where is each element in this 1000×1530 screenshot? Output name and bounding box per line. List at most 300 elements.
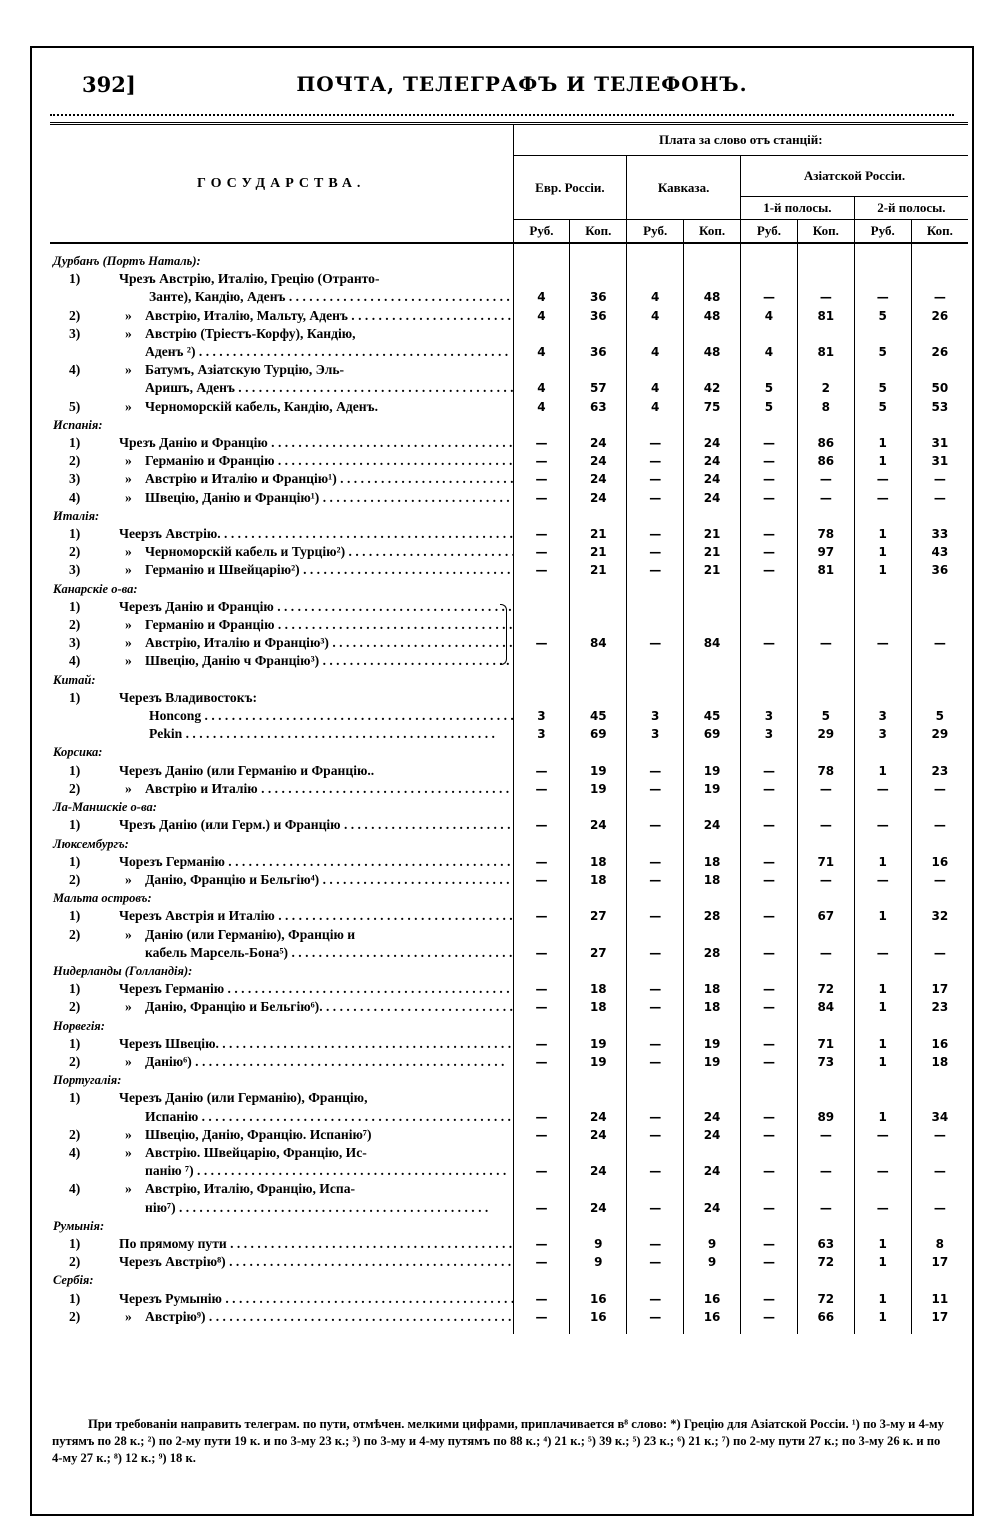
route-number: 1) [69,817,81,833]
rate-cell: 29 [797,725,854,743]
route-number: 3) [69,325,81,341]
rate-cell: — [627,1108,684,1126]
rate-cell: 1 [854,1108,911,1126]
route-number: 4) [69,362,81,378]
rate-cell: — [741,1108,798,1126]
rate-cell [797,689,854,707]
route-row [50,907,968,925]
route-number: 2) [69,926,81,942]
route-text [119,525,513,543]
country-name: Румынія: [53,1218,105,1233]
rate-cell: — [797,944,854,962]
rate-cell [627,270,684,288]
route-number: 4) [69,1144,81,1160]
route-row [50,853,968,871]
rate-cell [684,361,741,379]
rate-cell: — [911,1162,968,1180]
route-row [50,489,968,507]
rate-cell: 17 [911,1308,968,1326]
route-text [119,288,513,306]
rate-cell: — [854,288,911,306]
rate-cell [684,598,741,616]
country-name: Нидерланды (Голландія): [53,963,193,978]
route-label: кабель Марсель-Бона⁵) [145,944,289,960]
rate-cell: — [627,543,684,561]
rate-cell: 1 [854,853,911,871]
route-text [119,1180,513,1198]
rate-cell [797,652,854,670]
rate-cell: — [627,816,684,834]
route-row [50,1035,968,1053]
rate-cell: — [741,452,798,470]
rate-cell: 18 [570,871,627,889]
rate-cell: — [627,1290,684,1308]
route-label: Австрію, Италію, Мальту, Аденъ [145,307,348,323]
rate-cell [627,325,684,343]
route-label: Данію, Францію и Бельгію⁶). [145,999,323,1015]
rate-cell: 57 [570,379,627,397]
route-label: Черезъ Данію (или Германію), Францію, [119,1090,368,1106]
rate-cell [741,926,798,944]
rate-cell: 4 [627,379,684,397]
rate-cell: — [797,1199,854,1217]
rate-cell: 3 [741,707,798,725]
rate-cell: 1 [854,907,911,925]
rate-cell: 4 [513,307,570,325]
route-text [119,871,513,889]
rate-cell [854,652,911,670]
rate-cell: — [513,980,570,998]
route-label: Австрію. Швейцарію, Францію, Ис- [145,1144,367,1160]
rate-cell: 1 [854,762,911,780]
route-number: 3) [69,635,81,651]
country-row [50,1271,968,1289]
rate-cell: — [741,1253,798,1271]
rate-cell: — [854,944,911,962]
country-row [50,252,968,270]
route-label: Данію (или Германію), Францію и [145,926,356,942]
route-row [50,1235,968,1253]
rate-cell: 24 [684,1199,741,1217]
rate-cell: 72 [797,1290,854,1308]
route-number [53,725,119,743]
rate-cell: 16 [570,1308,627,1326]
route-row [50,652,968,670]
route-row [50,998,968,1016]
rate-cell: 1 [854,1053,911,1071]
rate-cell: 19 [570,762,627,780]
rate-cell: 5 [911,707,968,725]
rate-cell: — [627,907,684,925]
rate-cell [627,652,684,670]
rate-cell: 1 [854,980,911,998]
route-row [50,1108,968,1126]
rate-cell [741,598,798,616]
rate-cell: 18 [684,980,741,998]
rate-cell [911,652,968,670]
rate-cell: — [513,944,570,962]
rate-cell: — [513,762,570,780]
rate-cell: 4 [627,398,684,416]
route-number: 1) [69,689,81,705]
rate-cell: 1 [854,998,911,1016]
rate-cell: 48 [684,343,741,361]
rate-cell [797,1144,854,1162]
rate-cell [513,1180,570,1198]
rate-cell: — [854,780,911,798]
rate-cell: 27 [570,907,627,925]
rate-cell: — [513,452,570,470]
route-number: 2) [69,999,81,1015]
rate-cell: — [797,288,854,306]
rate-cell: — [513,1035,570,1053]
rate-cell [911,689,968,707]
route-number: 1) [69,271,81,287]
route-label: Черноморскій кабель, Кандію, Аденъ. [145,398,378,414]
rate-cell: 4 [741,343,798,361]
rate-cell: 9 [570,1235,627,1253]
brace-mark [500,652,507,664]
rate-cell: — [911,780,968,798]
rate-cell: 24 [684,1126,741,1144]
rate-cell [627,1089,684,1107]
route-label: Черезъ Румынію [119,1290,222,1306]
page-title: ПОЧТА, ТЕЛЕГРАФЪ И ТЕЛЕФОНЪ. [296,72,748,96]
asian-russia-header: Азіатской Россіи. [741,156,969,197]
rate-cell: — [854,634,911,652]
route-text [119,1126,513,1144]
route-label: Черезъ Данію (или Германію и Францію.. [119,762,375,778]
rate-cell: 3 [854,725,911,743]
rate-cell: — [741,1308,798,1326]
rate-cell: 27 [570,944,627,962]
rate-cell: 16 [911,1035,968,1053]
brace-mark [500,634,507,652]
route-label: Австрію, Италію, Францію, Испа- [145,1181,356,1197]
route-row [50,944,968,962]
header-divider [50,106,954,116]
rate-cell: 26 [911,307,968,325]
route-label: Швецію, Данію и Францію¹) [145,489,320,505]
rate-cell: — [513,434,570,452]
route-row [50,307,968,325]
rate-cell [797,1180,854,1198]
rate-cell [911,361,968,379]
rate-cell: 66 [797,1308,854,1326]
rate-cell [854,926,911,944]
rate-cell [570,926,627,944]
rate-cell: 19 [570,1035,627,1053]
kop-header: Коп. [911,220,968,244]
route-text [119,561,513,579]
rate-cell [627,689,684,707]
route-row [50,452,968,470]
rate-cell [513,1144,570,1162]
route-row [50,598,968,616]
rate-cell: 63 [797,1235,854,1253]
rate-cell: 21 [570,543,627,561]
route-row [50,871,968,889]
rate-cell: — [741,1290,798,1308]
route-text [119,998,513,1016]
zone2-header: 2-й полосы. [854,197,968,220]
route-row [50,470,968,488]
rate-cell: 81 [797,307,854,325]
rate-cell: 45 [684,707,741,725]
route-text [119,379,513,397]
rate-cell: — [513,853,570,871]
rate-cell [627,926,684,944]
rate-cell: 72 [797,1253,854,1271]
rate-cell: — [513,1053,570,1071]
country-row [50,580,968,598]
route-number: 1) [69,908,81,924]
route-row [50,434,968,452]
rate-cell [627,598,684,616]
route-number: 4) [69,653,81,669]
route-row [50,1144,968,1162]
rate-cell: 71 [797,853,854,871]
rate-cell: — [741,434,798,452]
rate-cell: 16 [684,1290,741,1308]
rate-cell: — [911,489,968,507]
route-label: Данію, Францію и Бельгію⁴) [145,871,320,887]
route-number: 1) [69,526,81,542]
rate-cell [797,361,854,379]
rate-cell [570,1180,627,1198]
route-label: По прямому пути [119,1235,227,1251]
route-label: Германію и Швейцарію²) [145,562,300,578]
rate-cell: 18 [570,980,627,998]
rate-cell: 3 [741,725,798,743]
route-label: Австрію и Италію [145,780,258,796]
route-row [50,1180,968,1198]
rate-cell [684,1180,741,1198]
rate-cell: 21 [684,543,741,561]
rate-cell [911,1144,968,1162]
rate-cell: 24 [570,1126,627,1144]
route-text [119,926,513,944]
rate-cell: 5 [797,707,854,725]
rate-cell: 31 [911,434,968,452]
rate-cell: 24 [684,470,741,488]
rate-cell: 9 [684,1235,741,1253]
route-row [50,980,968,998]
kop-header: Коп. [570,220,627,244]
country-name: Италія: [53,508,100,523]
spacer-row [50,1326,968,1334]
rate-cell [797,926,854,944]
rate-cell [854,689,911,707]
country-row [50,798,968,816]
route-text [119,489,513,507]
rate-cell: — [627,452,684,470]
rate-cell [797,598,854,616]
rate-cell: — [797,871,854,889]
rate-cell: — [854,816,911,834]
route-text [119,707,513,725]
country-row [50,743,968,761]
route-row [50,343,968,361]
rate-cell: 16 [911,853,968,871]
rate-cell: 5 [854,379,911,397]
country-name: Корсика: [53,745,103,760]
rate-cell: — [513,525,570,543]
telegraph-rates-table [50,122,968,1334]
route-label: Чрезъ Данію (или Герм.) и Францію [119,817,341,833]
route-row [50,288,968,306]
route-label: Швецію, Данію, Францію. Испанію⁷) [145,1126,372,1142]
rate-cell: — [797,634,854,652]
rate-cell: — [627,1308,684,1326]
fee-per-word-header: Плата за слово отъ станцій: [513,124,968,156]
country-row [50,416,968,434]
route-row [50,634,968,652]
route-text [119,1290,513,1308]
rate-cell: — [797,470,854,488]
rate-cell: 53 [911,398,968,416]
rate-cell: 21 [570,525,627,543]
route-row [50,926,968,944]
rate-cell: — [513,907,570,925]
rate-cell [911,1089,968,1107]
rate-cell: 1 [854,525,911,543]
rate-cell: — [741,634,798,652]
rate-cell: 89 [797,1108,854,1126]
rate-cell: — [911,944,968,962]
country-name: Испанія: [53,417,103,432]
rate-cell: — [741,1126,798,1144]
route-text [119,343,513,361]
route-text [119,816,513,834]
rate-cell: — [513,470,570,488]
route-row [50,725,968,743]
route-text [119,543,513,561]
route-number: 1) [69,853,81,869]
rate-cell [741,1144,798,1162]
rate-cell: 18 [684,871,741,889]
country-row [50,507,968,525]
route-label: Черезъ Швецію. [119,1035,219,1051]
route-label: Черезъ Владивостокъ: [119,689,258,705]
route-text [119,634,513,652]
route-text [119,1253,513,1271]
route-label: Австрію, Италію и Францію³) [145,635,329,651]
route-text [119,725,513,743]
rate-cell: — [741,1199,798,1217]
rate-cell: — [513,1108,570,1126]
rate-cell: — [854,489,911,507]
rate-cell: 24 [570,470,627,488]
rate-cell: 21 [570,561,627,579]
rate-cell: — [911,634,968,652]
rate-cell: — [513,1290,570,1308]
route-text [119,652,513,670]
rate-cell: 3 [627,725,684,743]
route-row [50,543,968,561]
route-text [119,689,513,707]
route-number: 1) [69,435,81,451]
rate-cell: 24 [570,489,627,507]
country-row [50,889,968,907]
route-number: 3) [69,562,81,578]
route-row [50,1126,968,1144]
rate-cell: 72 [797,980,854,998]
rate-cell: — [627,470,684,488]
route-label: Австрію (Тріестъ-Корфу), Кандію, [145,325,356,341]
rate-cell: 36 [570,307,627,325]
rate-cell [684,926,741,944]
route-row [50,1053,968,1071]
rate-cell: 19 [570,1053,627,1071]
rate-cell [684,325,741,343]
rate-cell: — [797,816,854,834]
rate-cell: 28 [684,944,741,962]
route-number [53,343,119,361]
rate-cell: 9 [570,1253,627,1271]
rate-cell: — [627,871,684,889]
rate-cell [741,325,798,343]
rate-cell: — [627,1035,684,1053]
route-number [53,944,119,962]
route-text [119,1199,513,1217]
route-text [119,325,513,343]
rate-cell: — [513,1235,570,1253]
eur-russia-header: Евр. Россіи. [513,156,627,220]
rate-cell: 2 [797,379,854,397]
rate-cell: 17 [911,1253,968,1271]
page-header [32,48,972,128]
route-text [119,1162,513,1180]
country-row [50,962,968,980]
rate-cell [570,616,627,634]
rate-cell: — [741,762,798,780]
spacer-row [50,243,968,252]
rate-cell: 21 [684,561,741,579]
route-label: Черезъ Данію и Францію [119,598,274,614]
rate-cell: 24 [570,1162,627,1180]
rate-cell: 69 [570,725,627,743]
rate-cell: — [627,525,684,543]
rate-cell: — [911,470,968,488]
rate-cell [627,1180,684,1198]
route-number: 3) [69,471,81,487]
rate-cell: 84 [570,634,627,652]
rate-cell: 26 [911,343,968,361]
route-label: Чрезъ Данію и Францію [119,435,268,451]
rate-cell [741,616,798,634]
route-row [50,325,968,343]
route-number: 2) [69,871,81,887]
rate-cell: 24 [570,816,627,834]
rate-cell: 18 [684,998,741,1016]
rate-cell: — [797,1162,854,1180]
route-label: Германію и Францію [145,453,275,469]
route-number: 4) [69,1181,81,1197]
route-label: Занте), Кандію, Аденъ [149,289,286,305]
country-name: Ла-Маншскіе о-ва: [53,800,157,815]
country-name: Мальта островъ: [53,891,152,906]
brace-mark [500,616,507,634]
rate-cell: 1 [854,543,911,561]
rate-cell: 1 [854,452,911,470]
route-number: 1) [69,762,81,778]
route-number: 1) [69,1290,81,1306]
rate-cell: 23 [911,998,968,1016]
rate-cell [570,652,627,670]
brace-mark [500,604,507,616]
route-row [50,616,968,634]
